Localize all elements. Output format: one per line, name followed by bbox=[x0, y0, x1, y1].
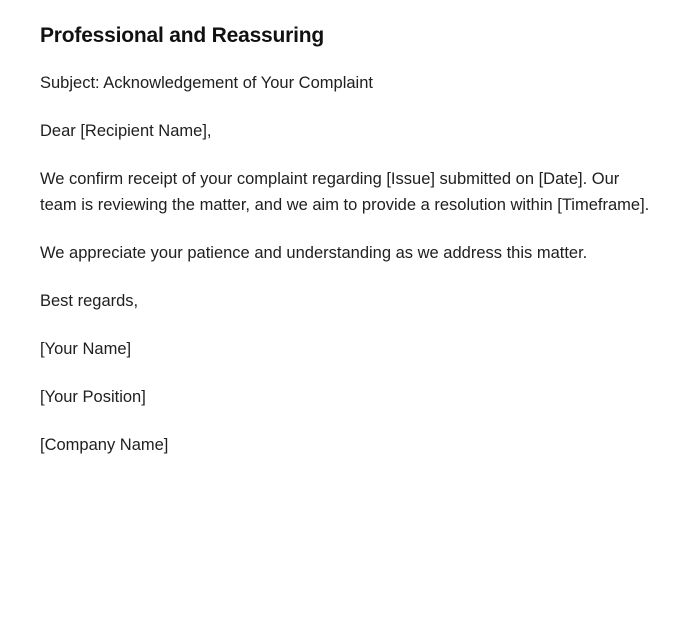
closing-line: Best regards, bbox=[40, 291, 139, 310]
subject-line: Subject: Acknowledgement of Your Complaint bbox=[40, 74, 373, 93]
body-paragraph-1: We confirm receipt of your complaint regarding [Issue] submitted on [Date]. Our team is reviewing the matter, and we aim to provide a resolution within [Timeframe]. bbox=[40, 170, 650, 214]
signature-position: [Your Position] bbox=[40, 387, 146, 406]
document-heading: Professional and Reassuring bbox=[40, 24, 325, 47]
salutation: Dear [Recipient Name], bbox=[40, 122, 212, 141]
signature-company: [Company Name] bbox=[40, 435, 169, 454]
body-paragraph-2: We appreciate your patience and understanding as we address this matter. bbox=[40, 243, 588, 262]
signature-name: [Your Name] bbox=[40, 339, 132, 358]
